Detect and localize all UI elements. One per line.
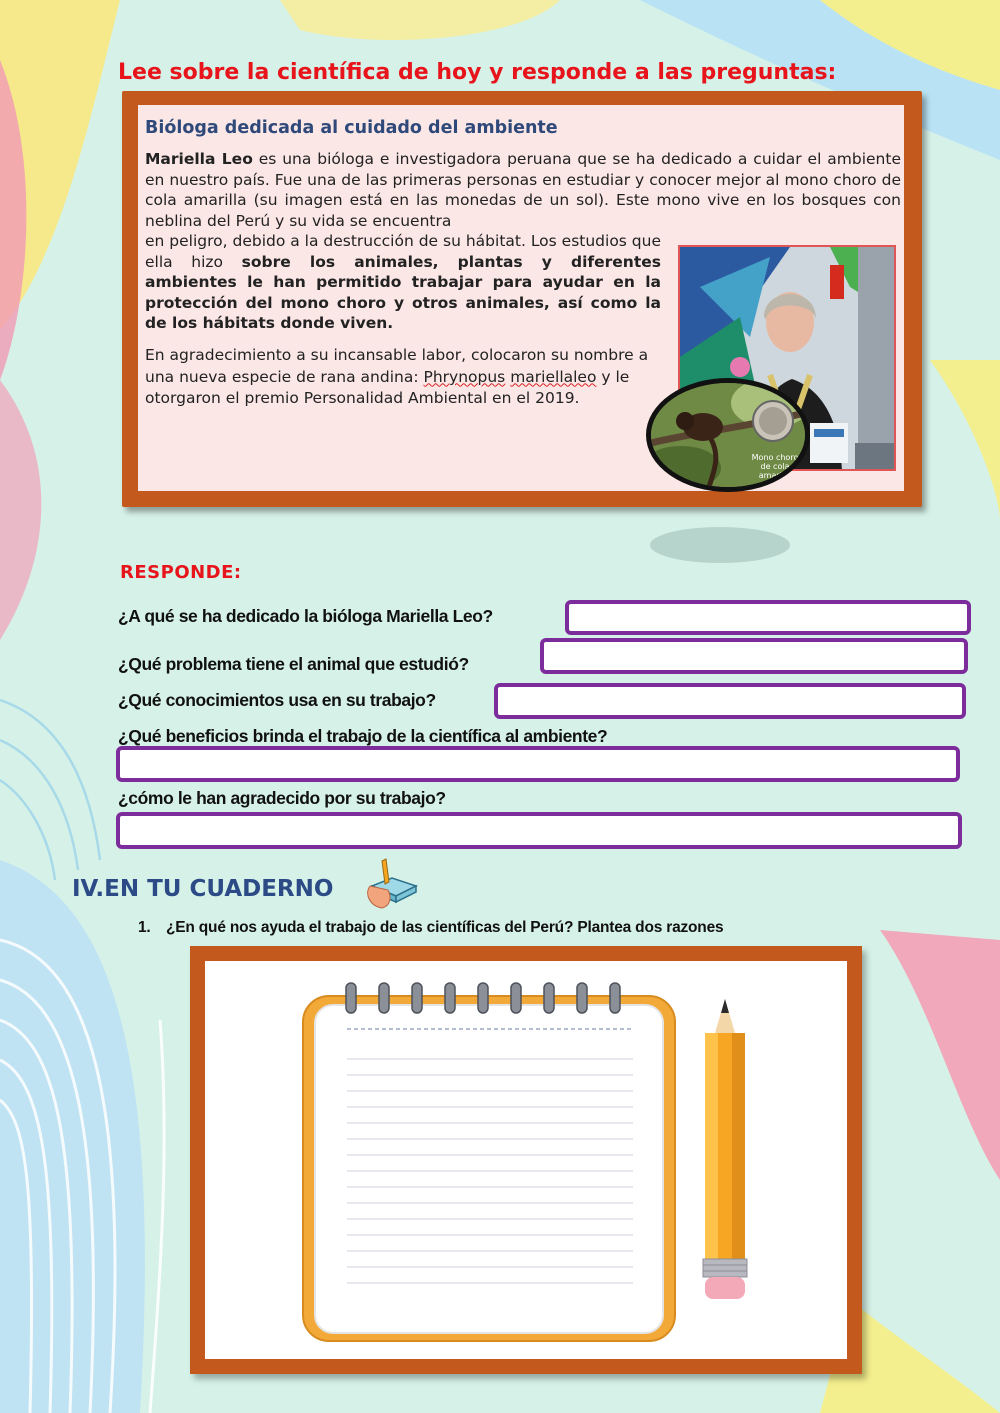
notebook-illustration — [205, 961, 847, 1359]
scientist-name: Mariella Leo — [145, 150, 253, 168]
question-number: 1. — [138, 919, 151, 936]
question-3: ¿Qué conocimientos usa en su trabajo? — [118, 690, 436, 710]
answer-input-1[interactable] — [565, 600, 971, 635]
question-5: ¿cómo le han agradecido por su trabajo? — [118, 788, 446, 808]
reading-card — [138, 105, 904, 491]
answer-input-3[interactable] — [494, 683, 966, 719]
numbered-question — [138, 919, 723, 937]
question-4: ¿Qué beneficios brinda el trabajo de la científica al ambiente? — [118, 726, 608, 746]
reading-paragraph-2 — [145, 345, 665, 410]
reading-heading: Bióloga dedicada al cuidado del ambiente — [145, 118, 558, 138]
notebook-frame — [190, 946, 862, 1374]
notebook-pencil-icon — [362, 856, 420, 914]
paragraph-2-text-a: En agradecimiento a su incansable labor, colocaron su nombre a una nueva especie de rana andina: — [145, 346, 649, 386]
paragraph-1-continued-text: en peligro, debido a la destrucción de su hábitat. Los estudios que ella hizo — [145, 232, 662, 271]
answer-input-4[interactable] — [116, 746, 960, 782]
reading-paragraph-1-continued — [145, 231, 661, 334]
page-title: Lee sobre la científica de hoy y responde a las preguntas: — [118, 60, 837, 85]
reading-frame — [122, 91, 922, 507]
section-heading: IV.EN TU CUADERNO — [72, 876, 334, 902]
responde-label: RESPONDE: — [120, 562, 242, 583]
question-2: ¿Qué problema tiene el animal que estudió? — [118, 654, 469, 674]
answer-input-5[interactable] — [116, 812, 962, 849]
answer-input-2[interactable] — [540, 638, 968, 674]
monkey-photo-caption: Mono choro de cola amarilla — [751, 453, 799, 480]
monkey-photo — [646, 378, 810, 492]
question-1: ¿A qué se ha dedicado la bióloga Mariella Leo? — [118, 606, 493, 626]
species-name-genus: Phrynopus — [423, 367, 506, 386]
paragraph-1-text: es una bióloga e investigadora peruana que se ha dedicado a cuidar el ambiente en nuestro país. Fue una de las primeras personas en estudiar y conocer mejor al mono choro de cola amarilla (su imagen está en las monedas de un sol). Este mono vive en los bosques con neblina del Perú y su vida se encuentra — [145, 150, 901, 230]
reading-paragraph-1 — [145, 149, 901, 231]
species-name-epithet: mariellaleo — [510, 367, 597, 386]
paragraph-1-bold-text: sobre los animales, plantas y diferentes ambientes le han permitido trabajar para ayudar en la protección del mono choro y otros animales, así como la de los hábitats donde viven. — [145, 252, 661, 332]
numbered-question-text: ¿En qué nos ayuda el trabajo de las científicas del Perú? Plantea dos razones — [166, 919, 724, 936]
paragraph-2-text-b: y le otorgaron el premio Personalidad Ambiental en el 2019. — [145, 367, 630, 407]
notebook-area — [205, 961, 847, 1359]
